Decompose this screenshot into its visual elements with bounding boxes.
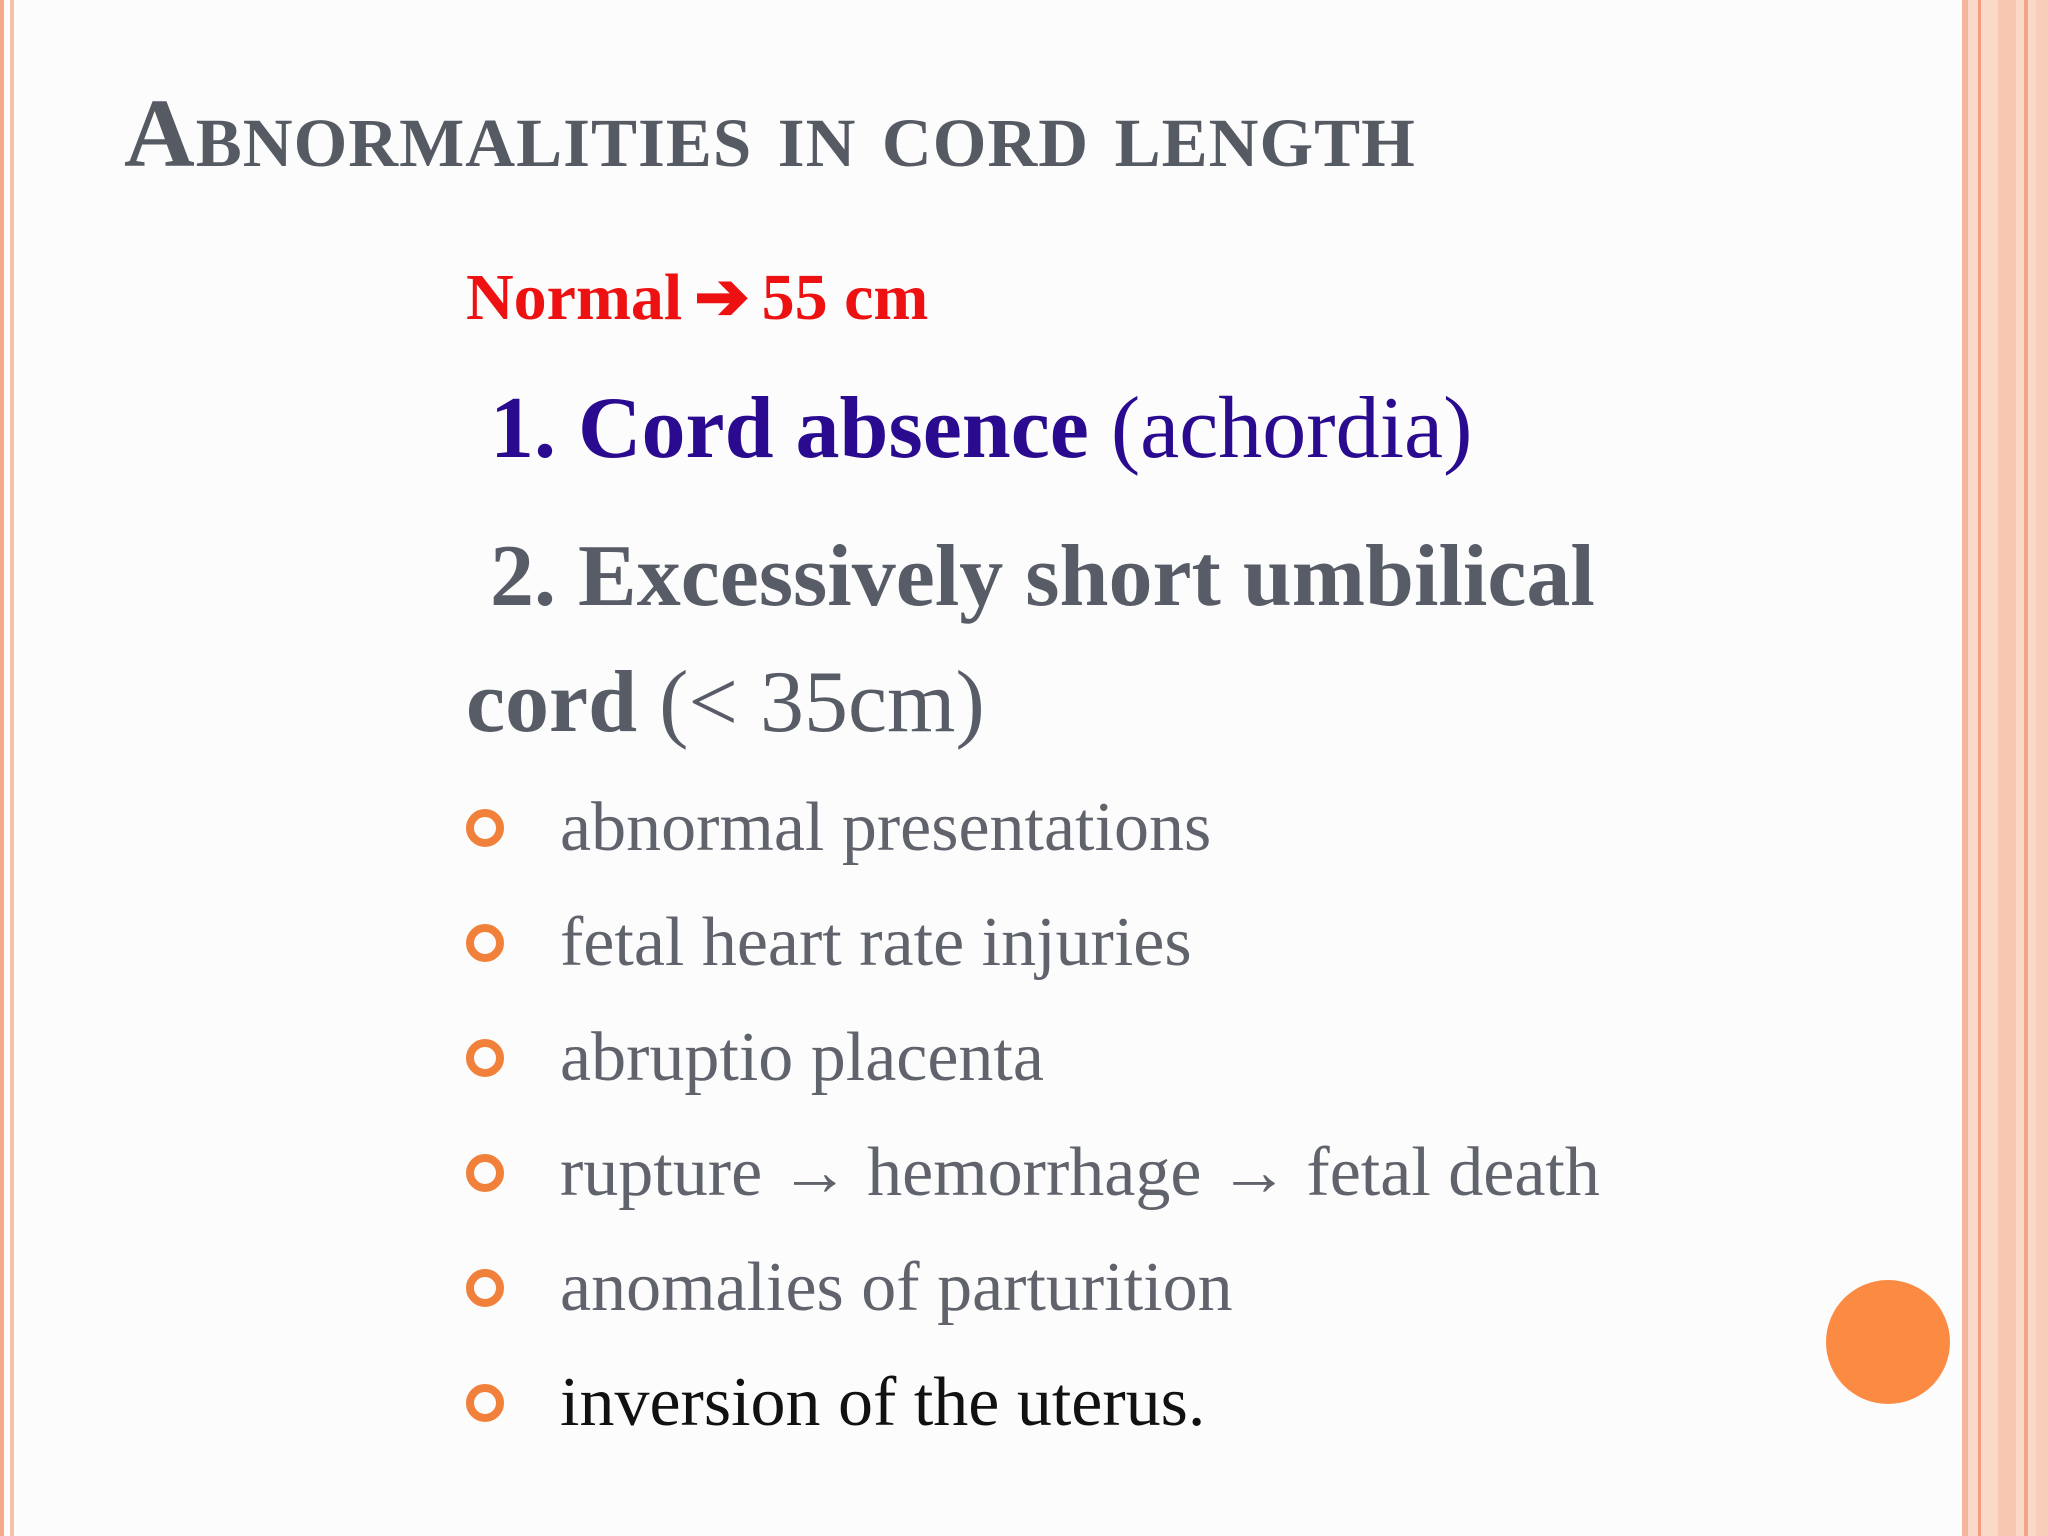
point-short-cord-heading: 2. Excessively short umbilical (490, 528, 1595, 625)
slide-title: Abnormalities in cord length (124, 80, 1416, 188)
right-border-stripe (1998, 0, 2016, 1536)
right-border-stripe (1962, 0, 1968, 1536)
right-arrow-icon: ➔ (694, 261, 750, 334)
left-border-line (0, 0, 4, 1536)
left-border-line-inner (10, 0, 14, 1536)
list-item-text: fetal heart rate injuries (560, 903, 1192, 981)
point-short-cord-note: (< 35cm) (637, 654, 985, 751)
hollow-circle-bullet-icon (466, 1269, 504, 1307)
orange-circle-decoration (1826, 1280, 1950, 1404)
point-cord-absence (490, 376, 1472, 482)
list-item-text: abruptio placenta (560, 1018, 1044, 1096)
right-border-stripe (2036, 0, 2048, 1536)
point-short-cord-heading-cont: cord (466, 654, 638, 751)
hollow-circle-bullet-icon (466, 1384, 504, 1422)
list-item-text: inversion of the uterus. (560, 1363, 1206, 1441)
list-item (466, 1115, 1600, 1230)
point-short-cord (466, 514, 1726, 766)
hollow-circle-bullet-icon (466, 1154, 504, 1192)
point-cord-absence-heading: 1. Cord absence (490, 380, 1089, 477)
list-item (466, 1345, 1600, 1460)
hollow-circle-bullet-icon (466, 924, 504, 962)
normal-length-line (466, 258, 928, 337)
list-item-text: abnormal presentations (560, 788, 1212, 866)
list-item-text: rupture → hemorrhage → fetal death (560, 1133, 1600, 1211)
list-item (466, 770, 1600, 885)
point-cord-absence-note: (achordia) (1088, 380, 1473, 477)
list-item (466, 1230, 1600, 1345)
list-item (466, 1000, 1600, 1115)
list-item (466, 885, 1600, 1000)
complications-list (466, 770, 1600, 1460)
right-border-stripe (1978, 0, 1981, 1536)
normal-value: 55 cm (761, 261, 929, 334)
normal-label: Normal (466, 261, 683, 334)
right-border-stripe (2024, 0, 2028, 1536)
list-item-text: anomalies of parturition (560, 1248, 1233, 1326)
hollow-circle-bullet-icon (466, 809, 504, 847)
hollow-circle-bullet-icon (466, 1039, 504, 1077)
